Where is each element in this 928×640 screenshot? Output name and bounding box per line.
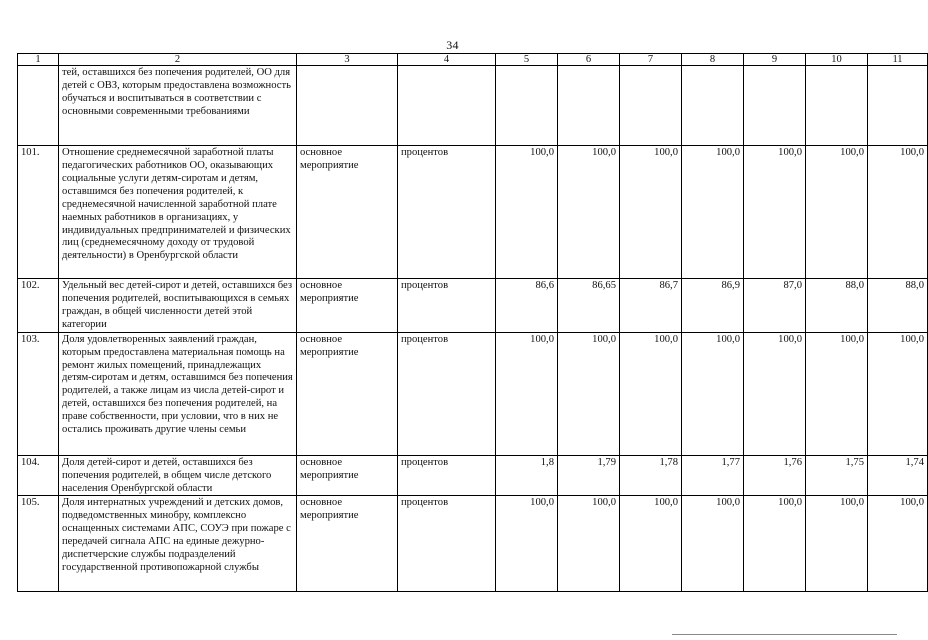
table-row xyxy=(18,279,928,333)
value-cell: 100,0 xyxy=(558,332,620,455)
indicator-description: Отношение среднемесячной заработной платы педагогических работников ОО, оказывающих социальные услуги детям-сиротам и детям, оставшимся без попечения родителей, к среднемесячной начисленной заработной плате наемных работников в организациях, у индивидуальных предпринимателей и физических лиц (среднемесячному доходу от трудовой деятельности) в Оренбургской области xyxy=(59,146,297,279)
indicator-unit: процентов xyxy=(398,496,496,592)
column-number: 1 xyxy=(18,54,59,66)
value-cell: 100,0 xyxy=(496,146,558,279)
indicator-type: основное мероприятие xyxy=(297,332,398,455)
value-cell xyxy=(558,66,620,146)
indicator-unit xyxy=(398,66,496,146)
indicator-unit: процентов xyxy=(398,146,496,279)
value-cell: 100,0 xyxy=(806,496,868,592)
page-number: 34 xyxy=(446,38,459,52)
value-cell: 86,6 xyxy=(496,279,558,333)
value-cell xyxy=(496,66,558,146)
column-number: 2 xyxy=(59,54,297,66)
value-cell: 1,78 xyxy=(620,455,682,496)
value-cell: 100,0 xyxy=(496,496,558,592)
value-cell: 100,0 xyxy=(620,496,682,592)
table-row xyxy=(18,455,928,496)
indicator-description: Доля интернатных учреждений и детских домов, подведомственных минобру, комплексно оснащенных системами АПС, СОУЭ при пожаре с передачей сигнала АПС на единые дежурно-диспетчерские службы подразделений государственной противопожарной службы xyxy=(59,496,297,592)
value-cell: 100,0 xyxy=(806,146,868,279)
value-cell: 100,0 xyxy=(806,332,868,455)
column-number: 8 xyxy=(682,54,744,66)
value-cell: 100,0 xyxy=(620,332,682,455)
value-cell: 86,7 xyxy=(620,279,682,333)
value-cell: 1,79 xyxy=(558,455,620,496)
value-cell: 1,8 xyxy=(496,455,558,496)
indicator-unit: процентов xyxy=(398,455,496,496)
value-cell: 1,74 xyxy=(868,455,928,496)
value-cell xyxy=(682,66,744,146)
value-cell: 100,0 xyxy=(744,496,806,592)
column-number: 11 xyxy=(868,54,928,66)
table-row xyxy=(18,496,928,592)
value-cell: 87,0 xyxy=(744,279,806,333)
value-cell xyxy=(806,66,868,146)
value-cell: 1,75 xyxy=(806,455,868,496)
indicator-description: Доля детей-сирот и детей, оставшихся без попечения родителей, в общем числе детского населения Оренбургской области xyxy=(59,455,297,496)
value-cell: 100,0 xyxy=(682,496,744,592)
value-cell: 100,0 xyxy=(868,332,928,455)
column-number: 9 xyxy=(744,54,806,66)
indicator-description: тей, оставшихся без попечения родителей, ОО для детей с ОВЗ, которым предоставлена возможность обучаться и воспитываться в соответствии с основными современными требованиями xyxy=(59,66,297,146)
row-index xyxy=(18,66,59,146)
indicator-description: Доля удовлетворенных заявлений граждан, которым предоставлена материальная помощь на ремонт жилых помещений, принадлежащих детям-сиротам и детям, оставшимся без попечения родителей, а также лицам из числа детей-сирот и детей, оставшихся без попечения родителей, на праве собственности, при условии, что в них не остались проживать другие члены семьи xyxy=(59,332,297,455)
row-index: 104. xyxy=(18,455,59,496)
value-cell: 88,0 xyxy=(868,279,928,333)
value-cell: 100,0 xyxy=(744,332,806,455)
column-number: 3 xyxy=(297,54,398,66)
value-cell: 88,0 xyxy=(806,279,868,333)
value-cell: 100,0 xyxy=(744,146,806,279)
indicator-type: основное мероприятие xyxy=(297,455,398,496)
column-number: 5 xyxy=(496,54,558,66)
value-cell: 100,0 xyxy=(682,332,744,455)
row-index: 102. xyxy=(18,279,59,333)
indicator-table xyxy=(17,53,928,592)
value-cell: 100,0 xyxy=(868,496,928,592)
value-cell: 100,0 xyxy=(496,332,558,455)
value-cell: 86,65 xyxy=(558,279,620,333)
column-number: 10 xyxy=(806,54,868,66)
row-index: 101. xyxy=(18,146,59,279)
value-cell: 1,77 xyxy=(682,455,744,496)
value-cell: 100,0 xyxy=(558,496,620,592)
value-cell: 1,76 xyxy=(744,455,806,496)
value-cell: 100,0 xyxy=(558,146,620,279)
value-cell xyxy=(744,66,806,146)
table-row xyxy=(18,66,928,146)
table-row xyxy=(18,146,928,279)
column-number: 6 xyxy=(558,54,620,66)
value-cell: 100,0 xyxy=(682,146,744,279)
value-cell xyxy=(620,66,682,146)
column-number: 7 xyxy=(620,54,682,66)
column-number: 4 xyxy=(398,54,496,66)
value-cell xyxy=(868,66,928,146)
value-cell: 100,0 xyxy=(620,146,682,279)
indicator-type: основное мероприятие xyxy=(297,146,398,279)
indicator-type xyxy=(297,66,398,146)
row-index: 105. xyxy=(18,496,59,592)
bottom-rule xyxy=(672,634,897,635)
indicator-unit: процентов xyxy=(398,279,496,333)
indicator-unit: процентов xyxy=(398,332,496,455)
table-row xyxy=(18,332,928,455)
column-number-row xyxy=(18,54,928,66)
indicator-type: основное мероприятие xyxy=(297,496,398,592)
row-index: 103. xyxy=(18,332,59,455)
value-cell: 100,0 xyxy=(868,146,928,279)
indicator-type: основное мероприятие xyxy=(297,279,398,333)
indicator-description: Удельный вес детей-сирот и детей, оставшихся без попечения родителей, воспитывающихся в семьях граждан, в общей численности детей этой категории xyxy=(59,279,297,333)
value-cell: 86,9 xyxy=(682,279,744,333)
